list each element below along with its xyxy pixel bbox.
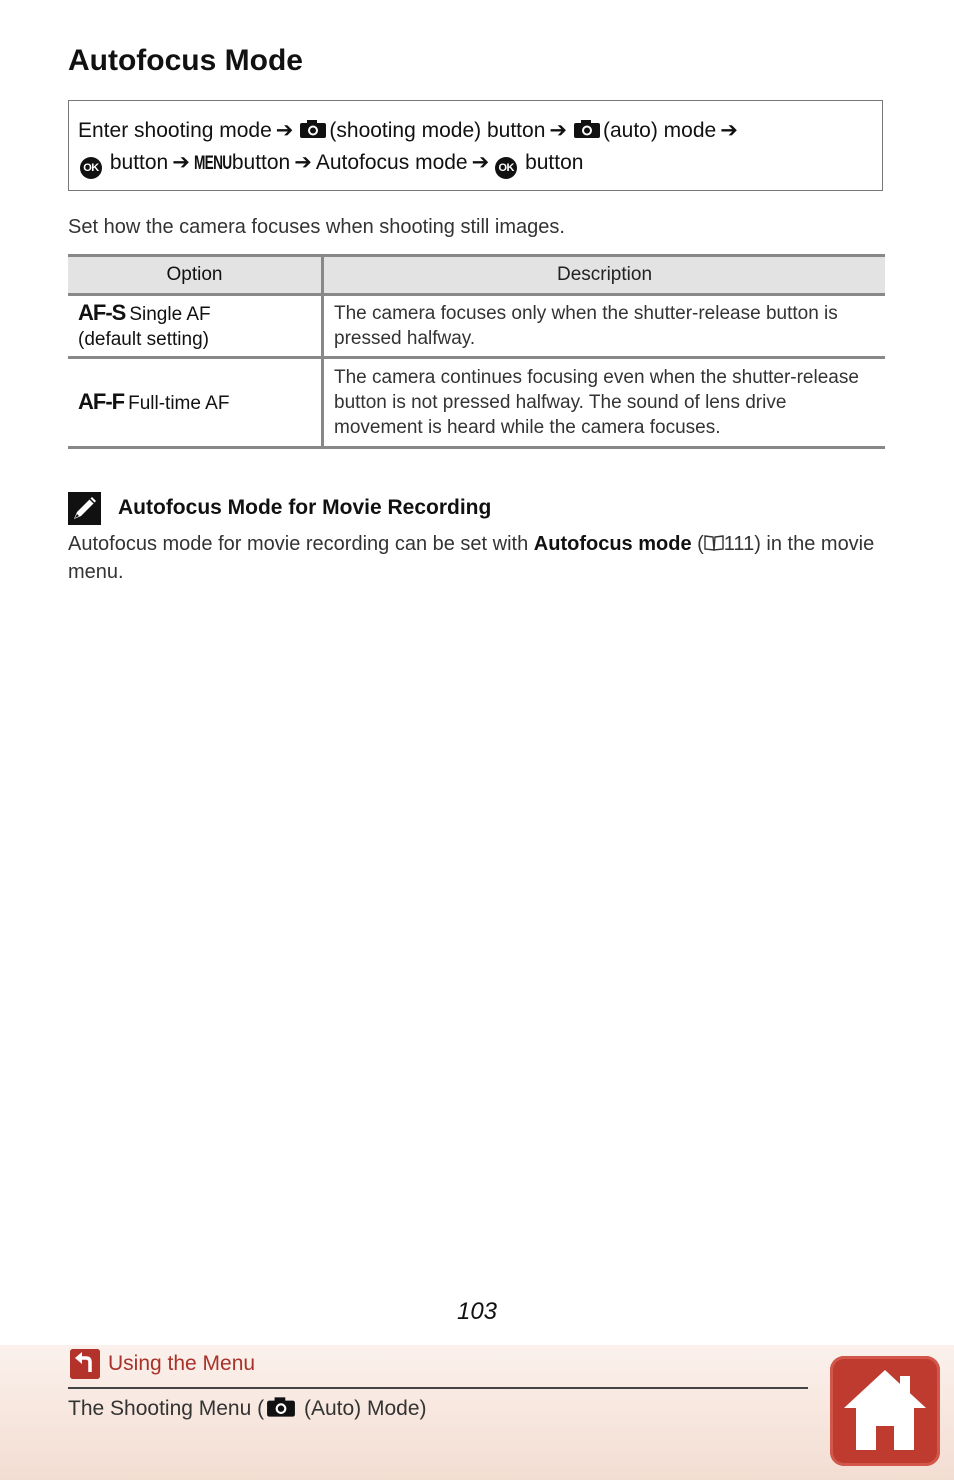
note-title: Autofocus Mode for Movie Recording (118, 496, 492, 519)
arrow-icon: ➔ (172, 151, 190, 174)
table-header-row (68, 256, 885, 295)
options-table (68, 254, 885, 449)
section-label (68, 1396, 427, 1421)
arrow-icon: ➔ (294, 151, 312, 174)
section-label-before: The Shooting Menu ( (68, 1397, 265, 1420)
footer-divider (68, 1387, 808, 1389)
note-text-after: ) in the movie menu. (68, 533, 875, 583)
note-header (68, 490, 491, 526)
camera-icon (573, 119, 601, 139)
column-header-description: Description (323, 256, 886, 295)
option-cell (68, 358, 323, 448)
description-cell: The camera continues focusing even when the shutter-release button is not pressed halfway. The sound of lens drive movement is heard while the camera focuses. (323, 358, 886, 448)
option-name: Single AF (129, 304, 211, 325)
home-button[interactable] (830, 1356, 940, 1466)
note-body: Autofocus mode for movie recording can be set with Autofocus mode ( 111) in the movie menu. (68, 533, 875, 583)
return-arrow-icon (70, 1349, 100, 1379)
navigation-path-box (68, 100, 883, 191)
nav-step-autofocus-mode: Autofocus mode (315, 151, 468, 174)
back-to-section-link[interactable] (70, 1349, 255, 1379)
nav-step-ok-button: button (109, 151, 169, 174)
nav-step-shooting-mode-button: (shooting mode) button (329, 119, 546, 142)
camera-icon (299, 119, 327, 139)
home-icon (830, 1356, 940, 1466)
arrow-icon: ➔ (275, 119, 294, 142)
book-reference-icon (704, 534, 724, 552)
description-cell: The camera focuses only when the shutter-release button is pressed halfway. (323, 295, 886, 358)
column-header-option: Option (68, 256, 323, 295)
nav-step-enter-shooting: Enter shooting mode (78, 119, 272, 142)
af-s-icon: AF-S (78, 300, 126, 325)
nav-step-menu-button: button (231, 151, 291, 174)
nav-path-line-1 (78, 115, 882, 147)
nav-step-ok-button-final: button (525, 151, 584, 174)
note-bold-setting: Autofocus mode (533, 533, 692, 555)
intro-text: Set how the camera focuses when shooting still images. (68, 216, 565, 238)
camera-icon (266, 1396, 296, 1418)
table-row (68, 358, 885, 448)
ok-button-icon: OK (80, 157, 102, 179)
arrow-icon: ➔ (720, 119, 738, 142)
pencil-icon (68, 492, 101, 525)
page-number: 103 (456, 1298, 498, 1325)
back-link-label[interactable]: Using the Menu (108, 1352, 256, 1375)
nav-path-line-2 (78, 147, 882, 180)
option-name: Full-time AF (128, 393, 230, 414)
page-reference-link[interactable]: 111 (723, 533, 755, 555)
table-row (68, 295, 885, 358)
menu-button-icon: MENU (193, 153, 232, 174)
section-label-after: (Auto) Mode) (298, 1397, 427, 1420)
nav-step-auto-mode: (auto) mode (602, 119, 717, 142)
ok-button-icon: OK (495, 157, 517, 179)
note-text-before: Autofocus mode for movie recording can be set with (68, 533, 534, 555)
af-f-icon: AF-F (78, 389, 125, 414)
page-title: Autofocus Mode (68, 44, 303, 77)
option-cell (68, 295, 323, 358)
arrow-icon: ➔ (471, 151, 490, 174)
arrow-icon: ➔ (549, 119, 567, 142)
option-note: (default setting) (78, 329, 209, 350)
